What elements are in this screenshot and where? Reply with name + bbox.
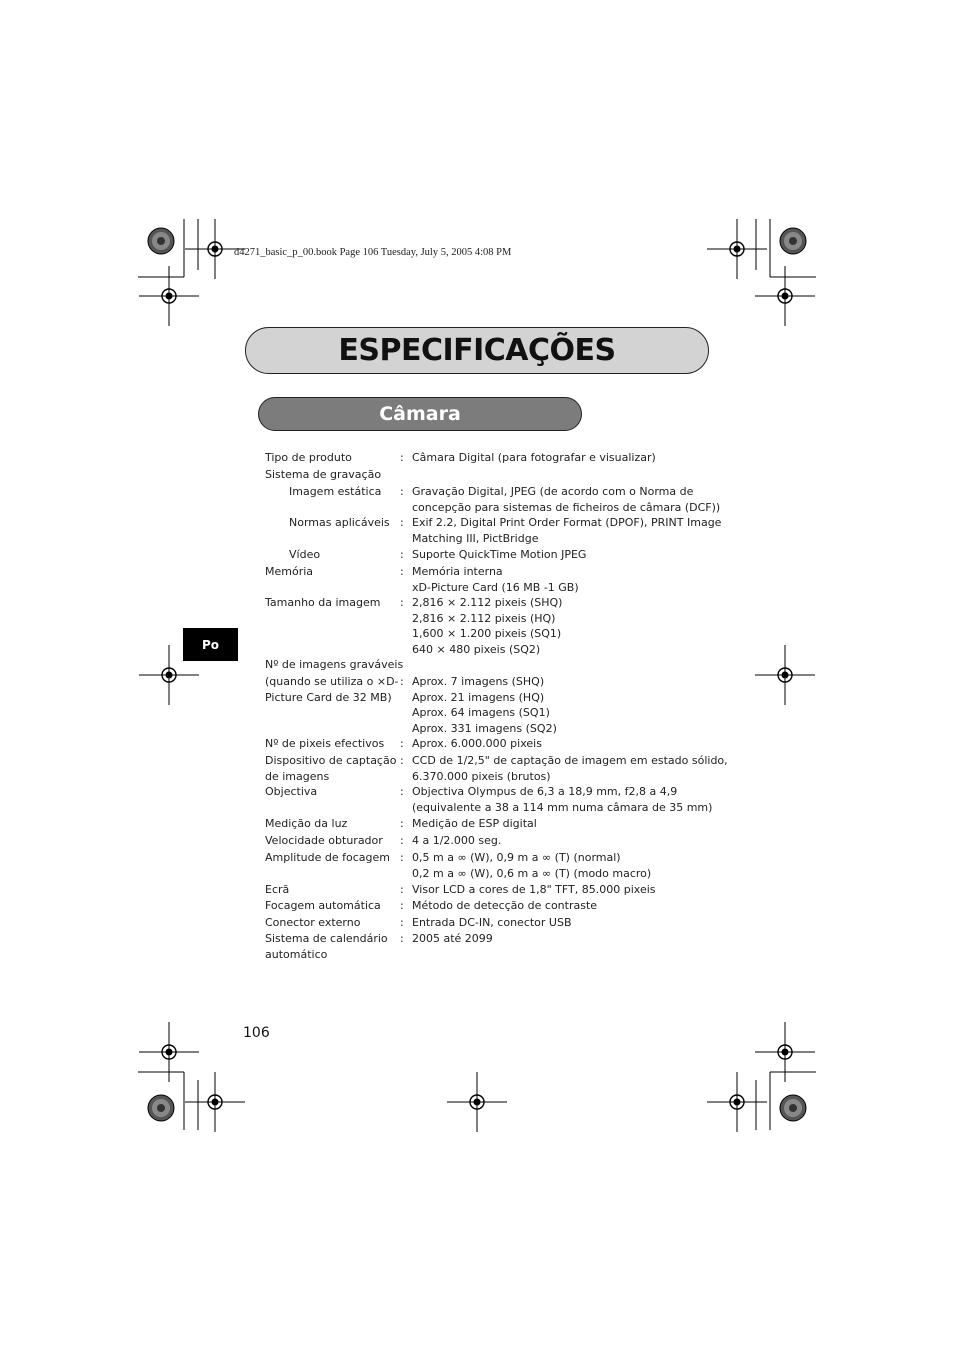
spec-label-line: Conector externo (265, 916, 361, 929)
spec-label-line: Medição da luz (265, 817, 348, 830)
spec-value-line: CCD de 1/2,5" de captação de imagem em estado sólido, (412, 754, 728, 767)
spec-value (412, 736, 732, 752)
spec-label (265, 915, 395, 931)
spec-value-line: 2,816 × 2.112 pixeis (HQ) (412, 611, 556, 625)
starburst-mark-icon (780, 228, 806, 254)
spec-label-line: Imagem estática (289, 485, 382, 498)
spec-label (289, 547, 397, 563)
spec-separator: : (400, 932, 404, 945)
spec-value-line: 6.370.000 pixeis (brutos) (412, 769, 551, 783)
spec-value-line: 0,2 m a ∞ (W), 0,6 m a ∞ (T) (modo macro) (412, 866, 652, 880)
spec-label-line: Vídeo (289, 548, 321, 561)
spec-label (265, 882, 395, 898)
spec-value-line: 4 a 1/2.000 seg. (412, 834, 502, 847)
spec-separator: : (400, 565, 404, 578)
spec-value (412, 882, 732, 898)
spec-separator: : (400, 596, 404, 609)
spec-value-line: (equivalente a 38 a 114 mm numa câmara de 35 mm) (412, 800, 713, 814)
spec-value (412, 515, 732, 546)
spec-value (412, 833, 732, 849)
spec-label-line: Ecrã (265, 883, 290, 896)
spec-value-line: 640 × 480 pixeis (SQ2) (412, 642, 541, 656)
spec-value-line: concepção para sistemas de ficheiros de câmara (DCF)) (412, 500, 721, 514)
starburst-mark-icon (148, 1095, 174, 1121)
spec-label (289, 484, 397, 500)
spec-separator: : (400, 754, 404, 767)
spec-value (412, 931, 732, 947)
spec-label (265, 736, 395, 752)
spec-label-line: Objectiva (265, 785, 318, 798)
spec-label (265, 898, 395, 914)
spec-label-line: automático (265, 947, 328, 961)
spec-label-line: Picture Card de 32 MB) (265, 690, 392, 704)
spec-value-line: 1,600 × 1.200 pixeis (SQ1) (412, 627, 562, 640)
registration-mark-icon (447, 1072, 507, 1132)
spec-label (265, 595, 395, 611)
spec-label (289, 515, 397, 531)
spec-separator: : (400, 548, 404, 561)
section-banner (258, 397, 582, 431)
spec-separator: : (400, 516, 404, 529)
spec-value-line: 2005 até 2099 (412, 932, 493, 945)
spec-value-line: Objectiva Olympus de 6,3 a 18,9 mm, f2,8 a 4,9 (412, 785, 678, 798)
spec-label-line: (quando se utiliza o ×D- (265, 675, 399, 688)
registration-mark-icon (139, 1022, 199, 1082)
page-title-banner (245, 327, 709, 374)
spec-value-line: Memória interna (412, 565, 503, 578)
starburst-mark-icon (780, 1095, 806, 1121)
spec-value (412, 564, 732, 595)
spec-label-line: Nº de pixeis efectivos (265, 737, 385, 750)
spec-label-line: Dispositivo de captação (265, 754, 397, 767)
spec-label-line: Sistema de calendário (265, 932, 388, 945)
spec-value (412, 784, 732, 815)
spec-value (412, 450, 732, 466)
spec-separator: : (400, 817, 404, 830)
spec-separator: : (400, 851, 404, 864)
spec-separator: : (400, 899, 404, 912)
file-info-header: d4271_basic_p_00.book Page 106 Tuesday, July 5, 2005 4:08 PM (234, 247, 512, 258)
spec-value-line: xD-Picture Card (16 MB -1 GB) (412, 580, 579, 594)
spec-label (265, 657, 404, 673)
spec-value-line: 2,816 × 2.112 pixeis (SHQ) (412, 596, 563, 609)
registration-mark-icon (755, 645, 815, 705)
spec-value-line: Exif 2.2, Digital Print Order Format (DPOF), PRINT Image (412, 516, 722, 529)
spec-label (265, 753, 395, 784)
spec-value-line: Câmara Digital (para fotografar e visualizar) (412, 451, 656, 464)
spec-value-line: Aprox. 21 imagens (HQ) (412, 690, 545, 704)
spec-label-line: Memória (265, 565, 314, 578)
spec-value (412, 850, 732, 881)
spec-separator: : (400, 916, 404, 929)
spec-value (412, 816, 732, 832)
spec-label-line: Velocidade obturador (265, 834, 383, 847)
starburst-mark-icon (148, 228, 174, 254)
spec-label-line: Tamanho da imagem (265, 596, 381, 609)
spec-value-line: Visor LCD a cores de 1,8" TFT, 85.000 pixeis (412, 883, 656, 896)
registration-mark-icon (755, 266, 815, 326)
spec-label-line: Tipo de produto (265, 451, 352, 464)
page-title: ESPECIFICAÇÕES (338, 333, 616, 368)
spec-separator: : (400, 785, 404, 798)
spec-value-line: Suporte QuickTime Motion JPEG (412, 548, 587, 561)
spec-separator: : (400, 451, 404, 464)
spec-label-line: Amplitude de focagem (265, 851, 390, 864)
spec-label (265, 931, 395, 962)
spec-value-line: Aprox. 6.000.000 pixeis (412, 737, 542, 750)
registration-mark-icon (707, 219, 767, 279)
spec-value-line: Aprox. 7 imagens (SHQ) (412, 675, 545, 688)
spec-separator: : (400, 883, 404, 896)
spec-value (412, 484, 732, 515)
page-number: 106 (243, 1025, 270, 1041)
registration-mark-icon (707, 1072, 767, 1132)
spec-label (265, 674, 399, 705)
spec-value-line: 0,5 m a ∞ (W), 0,9 m a ∞ (T) (normal) (412, 851, 621, 864)
spec-value (412, 674, 732, 736)
spec-value-line: Medição de ESP digital (412, 817, 537, 830)
spec-label-line: de imagens (265, 769, 330, 783)
spec-value (412, 595, 732, 657)
spec-value-line: Entrada DC-IN, conector USB (412, 916, 572, 929)
spec-value (412, 547, 732, 563)
spec-label-line: Focagem automática (265, 899, 381, 912)
registration-mark-icon (185, 1072, 245, 1132)
spec-value-line: Aprox. 64 imagens (SQ1) (412, 706, 550, 719)
spec-label-line: Sistema de gravação (265, 468, 382, 481)
spec-value-line: Gravação Digital, JPEG (de acordo com o Norma de (412, 485, 694, 498)
spec-value (412, 915, 732, 931)
spec-value-line: Aprox. 331 imagens (SQ2) (412, 721, 557, 735)
section-title: Câmara (379, 403, 461, 425)
registration-mark-icon (755, 1022, 815, 1082)
spec-value (412, 753, 732, 784)
spec-separator: : (400, 834, 404, 847)
spec-separator: : (400, 737, 404, 750)
spec-label-line: Nº de imagens graváveis (265, 658, 404, 671)
registration-mark-icon (139, 266, 199, 326)
spec-value-line: Matching III, PictBridge (412, 531, 539, 545)
spec-separator: : (400, 675, 404, 688)
spec-label-line: Normas aplicáveis (289, 516, 390, 529)
spec-label (265, 833, 395, 849)
spec-label (265, 784, 395, 800)
spec-label (265, 467, 395, 483)
language-tab: Po (183, 628, 238, 661)
spec-label (265, 450, 395, 466)
spec-separator: : (400, 485, 404, 498)
spec-value-line: Método de detecção de contraste (412, 899, 598, 912)
spec-label (265, 816, 395, 832)
spec-label (265, 850, 395, 866)
spec-value (412, 898, 732, 914)
spec-label (265, 564, 395, 580)
